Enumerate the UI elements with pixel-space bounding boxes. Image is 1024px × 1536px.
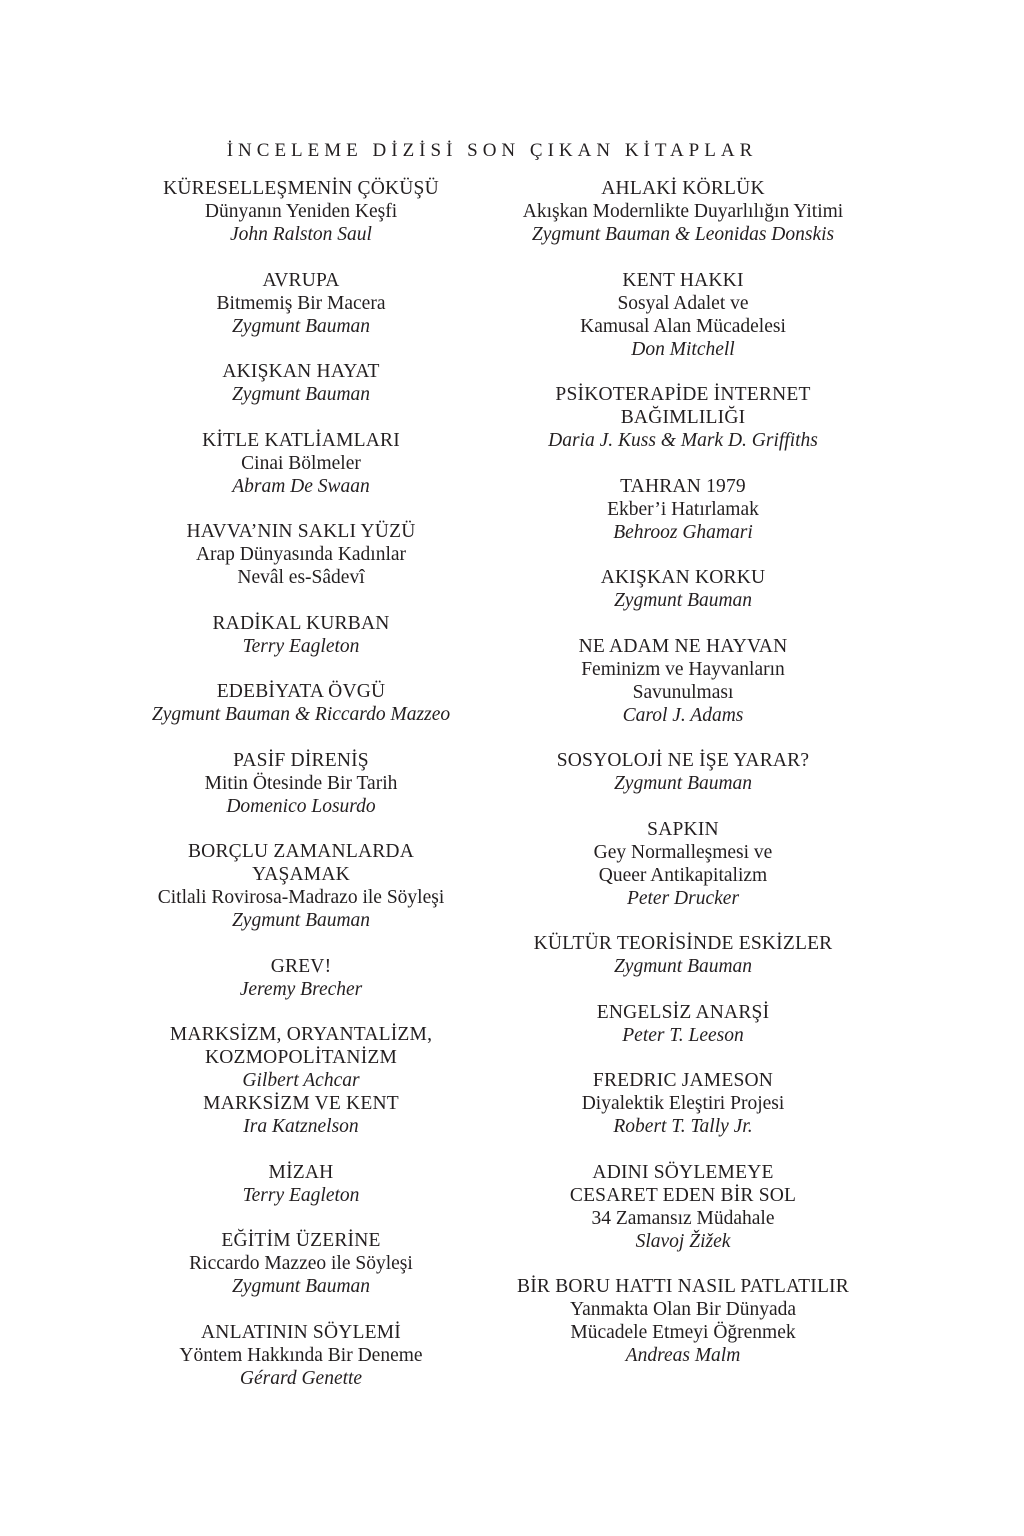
book-title: KİTLE KATLİAMLARI [202, 429, 400, 451]
book-title: PSİKOTERAPİDE İNTERNET [555, 384, 811, 405]
book-subtitle: Gey Normalleşmesi ve [593, 841, 773, 863]
left-book-column [101, 177, 501, 1390]
book-entry [483, 932, 883, 978]
book-entry [101, 749, 501, 818]
book-title: HAVVA’NIN SAKLI YÜZÜ [186, 521, 416, 542]
book-author: Slavoj Žižek [635, 1230, 731, 1252]
book-entry [101, 269, 501, 338]
book-title: RADİKAL KURBAN [212, 612, 390, 634]
book-title: AHLAKİ KÖRLÜK [601, 178, 765, 199]
book-title: BAĞIMLILIĞI [620, 407, 746, 428]
book-entry [483, 566, 883, 612]
book-author: Terry Eagleton [242, 1184, 360, 1206]
book-entry [483, 818, 883, 910]
book-entry [101, 1321, 501, 1390]
book-author: Zygmunt Bauman [613, 590, 753, 611]
book-title: EĞİTİM ÜZERİNE [221, 1230, 381, 1251]
book-subtitle: Mücadele Etmeyi Öğrenmek [570, 1322, 796, 1343]
book-author: Terry Eagleton [242, 635, 360, 657]
book-entry [483, 269, 883, 361]
book-entry [483, 749, 883, 795]
book-author: Zygmunt Bauman [231, 315, 371, 337]
book-subtitle: Nevâl es-Sâdevî [237, 567, 365, 588]
book-title: KÜRESELLEŞMENİN ÇÖKÜŞÜ [163, 178, 439, 199]
book-subtitle: Arap Dünyasında Kadınlar [195, 544, 407, 565]
book-author: Domenico Losurdo [226, 795, 376, 817]
book-author: Zygmunt Bauman [231, 1276, 371, 1297]
book-author: Zygmunt Bauman & Leonidas Donskis [531, 224, 835, 245]
book-subtitle: Mitin Ötesinde Bir Tarih [204, 772, 398, 794]
book-subtitle: Dünyanın Yeniden Keşfi [204, 201, 398, 222]
book-author: Daria J. Kuss & Mark D. Griffiths [548, 430, 818, 451]
book-subtitle: Akışkan Modernlikte Duyarlılığın Yitimi [522, 201, 844, 222]
book-entry [101, 1023, 501, 1138]
book-subtitle: Kamusal Alan Mücadelesi [580, 315, 786, 337]
book-subtitle: Savunulması [632, 681, 734, 703]
book-entry [101, 680, 501, 726]
book-title: PASİF DİRENİŞ [233, 749, 369, 771]
book-author: Gilbert Achcar [242, 1070, 360, 1091]
book-title: EDEBİYATA ÖVGÜ [216, 681, 386, 702]
book-entry [101, 429, 501, 498]
book-author: Gérard Genette [239, 1367, 363, 1389]
book-title: AKIŞKAN KORKU [600, 567, 766, 588]
book-author: Peter T. Leeson [622, 1024, 744, 1046]
book-subtitle: Bitmemiş Bir Macera [216, 292, 386, 314]
book-title: GREV! [270, 955, 332, 977]
book-author: Zygmunt Bauman & Riccardo Mazzeo [151, 704, 451, 725]
book-subtitle: Yanmakta Olan Bir Dünyada [569, 1299, 797, 1320]
book-author: Carol J. Adams [622, 704, 744, 726]
book-subtitle: Sosyal Adalet ve [617, 292, 749, 314]
book-subtitle: 34 Zamansız Müdahale [591, 1207, 775, 1229]
book-subtitle: Citlali Rovirosa-Madrazo ile Söyleşi [157, 887, 445, 908]
book-entry [483, 635, 883, 727]
book-title: FREDRIC JAMESON [592, 1070, 774, 1091]
book-title: AKIŞKAN HAYAT [222, 361, 380, 382]
book-entry [483, 1161, 883, 1253]
book-title: BORÇLU ZAMANLARDA [187, 841, 415, 862]
book-title: NE ADAM NE HAYVAN [578, 635, 788, 657]
series-heading: İNCELEME DİZİSİ SON ÇIKAN KİTAPLAR [226, 140, 758, 161]
right-book-column [483, 177, 883, 1367]
book-subtitle: Queer Antikapitalizm [598, 864, 768, 886]
book-entry [483, 383, 883, 452]
book-title: MARKSİZM VE KENT [203, 1093, 399, 1114]
book-subtitle: Diyalektik Eleştiri Projesi [581, 1093, 785, 1114]
book-entry [101, 612, 501, 658]
book-title: KOZMOPOLİTANİZM [204, 1047, 398, 1068]
book-entry [101, 177, 501, 246]
book-title: KENT HAKKI [622, 269, 744, 291]
book-subtitle: Yöntem Hakkında Bir Deneme [179, 1344, 423, 1366]
book-subtitle: Ekber’i Hatırlamak [607, 498, 759, 520]
book-title: AVRUPA [262, 269, 340, 291]
book-title: SAPKIN [647, 818, 719, 840]
book-entry [483, 475, 883, 544]
book-entry [483, 1275, 883, 1367]
book-title: CESARET EDEN BİR SOL [569, 1184, 797, 1206]
book-title: YAŞAMAK [252, 864, 350, 885]
book-author: Zygmunt Bauman [613, 773, 753, 794]
book-author: Peter Drucker [626, 887, 740, 909]
book-author: Zygmunt Bauman [231, 910, 371, 931]
book-subtitle: Feminizm ve Hayvanların [581, 658, 785, 680]
book-entry [483, 1069, 883, 1138]
book-author: Robert T. Tally Jr. [613, 1116, 753, 1137]
book-author: Abram De Swaan [232, 475, 370, 497]
book-entry [101, 360, 501, 406]
book-author: Jeremy Brecher [239, 978, 363, 1000]
book-entry [483, 1001, 883, 1047]
book-subtitle: Riccardo Mazzeo ile Söyleşi [189, 1253, 413, 1274]
book-author: Don Mitchell [631, 338, 735, 360]
book-title: KÜLTÜR TEORİSİNDE ESKİZLER [533, 933, 833, 954]
book-entry [101, 1229, 501, 1298]
book-subtitle: Cinai Bölmeler [241, 452, 361, 474]
book-author: Ira Katznelson [243, 1116, 359, 1137]
book-title: ADINI SÖYLEMEYE [592, 1161, 774, 1183]
book-title: ENGELSİZ ANARŞİ [596, 1001, 770, 1023]
book-entry [101, 840, 501, 932]
book-title: TAHRAN 1979 [620, 475, 746, 497]
book-entry [101, 520, 501, 589]
book-author: Behrooz Ghamari [613, 521, 753, 543]
book-title: BİR BORU HATTI NASIL PATLATILIR [517, 1276, 849, 1297]
book-title: MİZAH [268, 1161, 334, 1183]
book-author: Andreas Malm [625, 1345, 741, 1366]
book-entry [101, 1161, 501, 1207]
book-entry [101, 955, 501, 1001]
book-title: ANLATININ SÖYLEMİ [201, 1321, 401, 1343]
book-title: MARKSİZM, ORYANTALİZM, [169, 1024, 433, 1045]
book-title: SOSYOLOJİ NE İŞE YARAR? [556, 750, 810, 771]
book-entry [483, 177, 883, 246]
book-author: John Ralston Saul [230, 224, 372, 245]
book-author: Zygmunt Bauman [231, 384, 371, 405]
book-author: Zygmunt Bauman [613, 956, 753, 977]
